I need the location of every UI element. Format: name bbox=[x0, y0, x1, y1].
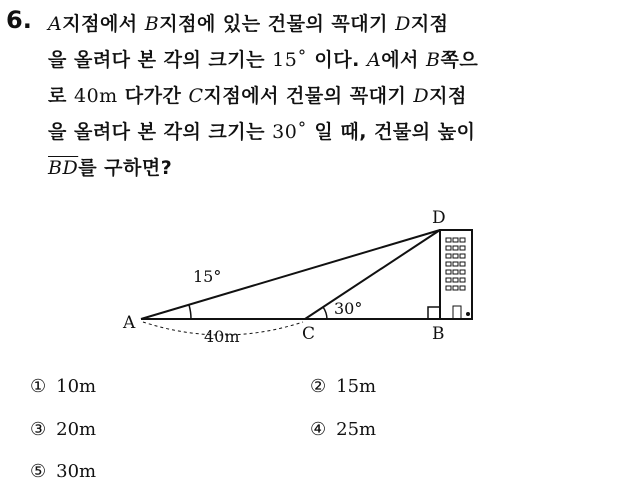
question-text-segment: 를 구하면? bbox=[78, 157, 173, 179]
question-text-segment: 다가간 bbox=[117, 85, 189, 107]
question-text-segment: 40m bbox=[73, 85, 118, 107]
label-b: B bbox=[432, 324, 445, 344]
choice-3-text: 20m bbox=[56, 419, 97, 440]
question-text-segment: $\overline{BD}$ bbox=[48, 157, 79, 179]
choice-5-text: 30m bbox=[56, 461, 97, 482]
choice-2[interactable] bbox=[310, 376, 376, 397]
question-line bbox=[48, 114, 596, 150]
question-text-segment: B bbox=[426, 49, 441, 71]
question-text-segment: 일 때, 건물의 높이 bbox=[307, 121, 476, 143]
question-text-segment: D bbox=[413, 85, 430, 107]
building-dot bbox=[466, 312, 470, 316]
choice-3[interactable] bbox=[30, 419, 96, 440]
choice-1[interactable] bbox=[30, 376, 96, 397]
question-text-segment: 지점에서 bbox=[62, 13, 145, 35]
label-d: D bbox=[432, 208, 446, 228]
choice-1-text: 10m bbox=[56, 376, 97, 397]
question-text-segment: 로 bbox=[48, 85, 74, 107]
question-line bbox=[48, 42, 596, 78]
question-text-segment: 지점에서 건물의 꼭대기 bbox=[203, 85, 414, 107]
choice-2-text: 15m bbox=[336, 376, 377, 397]
question-text-segment: A bbox=[366, 49, 382, 71]
angle-label-c: 30° bbox=[334, 299, 363, 318]
question-text-segment: 이다. bbox=[307, 49, 367, 71]
question-number: 6. bbox=[6, 6, 32, 34]
question-text-segment: 지점에 있는 건물의 꼭대기 bbox=[159, 13, 396, 35]
question-text-segment: C bbox=[188, 85, 204, 107]
question-text-segment: 쪽으 bbox=[440, 49, 479, 71]
question-line bbox=[48, 78, 596, 114]
choice-3-marker: ③ bbox=[30, 419, 47, 440]
question-line bbox=[48, 150, 596, 186]
right-angle-marker bbox=[428, 307, 440, 319]
question-text-segment: 을 올려다 본 각의 크기는 bbox=[48, 121, 273, 143]
question-text-segment: B bbox=[144, 13, 160, 35]
choice-5-marker: ⑤ bbox=[30, 461, 47, 482]
question-text-segment: 지점 bbox=[410, 13, 449, 35]
question-stem bbox=[48, 6, 596, 186]
choice-4[interactable] bbox=[310, 419, 376, 440]
question-text-segment: 지점 bbox=[429, 85, 467, 107]
choice-4-marker: ④ bbox=[310, 419, 327, 440]
triangle-diagram bbox=[0, 196, 626, 356]
question-text-segment: 을 올려다 본 각의 크기는 bbox=[48, 49, 273, 71]
question-text-segment: A bbox=[48, 13, 63, 35]
question-text-segment: 30˚ bbox=[272, 121, 308, 143]
question-text-segment: D bbox=[395, 13, 411, 35]
choice-4-text: 25m bbox=[336, 419, 377, 440]
question-text-segment: 에서 bbox=[381, 49, 427, 71]
choice-5[interactable] bbox=[30, 461, 96, 482]
building-icon bbox=[440, 230, 472, 319]
angle-label-a: 15° bbox=[193, 267, 222, 286]
label-c: C bbox=[302, 324, 316, 344]
label-a: A bbox=[123, 313, 136, 333]
choice-2-marker: ② bbox=[310, 376, 327, 397]
distance-label: 40m bbox=[204, 327, 240, 346]
line-cd bbox=[305, 230, 440, 319]
question-line bbox=[48, 6, 596, 42]
choice-1-marker: ① bbox=[30, 376, 47, 397]
angle-arc-c bbox=[323, 307, 327, 319]
question-text-segment: 15˚ bbox=[272, 49, 308, 71]
angle-arc-a bbox=[189, 305, 191, 319]
line-ad bbox=[141, 230, 440, 319]
